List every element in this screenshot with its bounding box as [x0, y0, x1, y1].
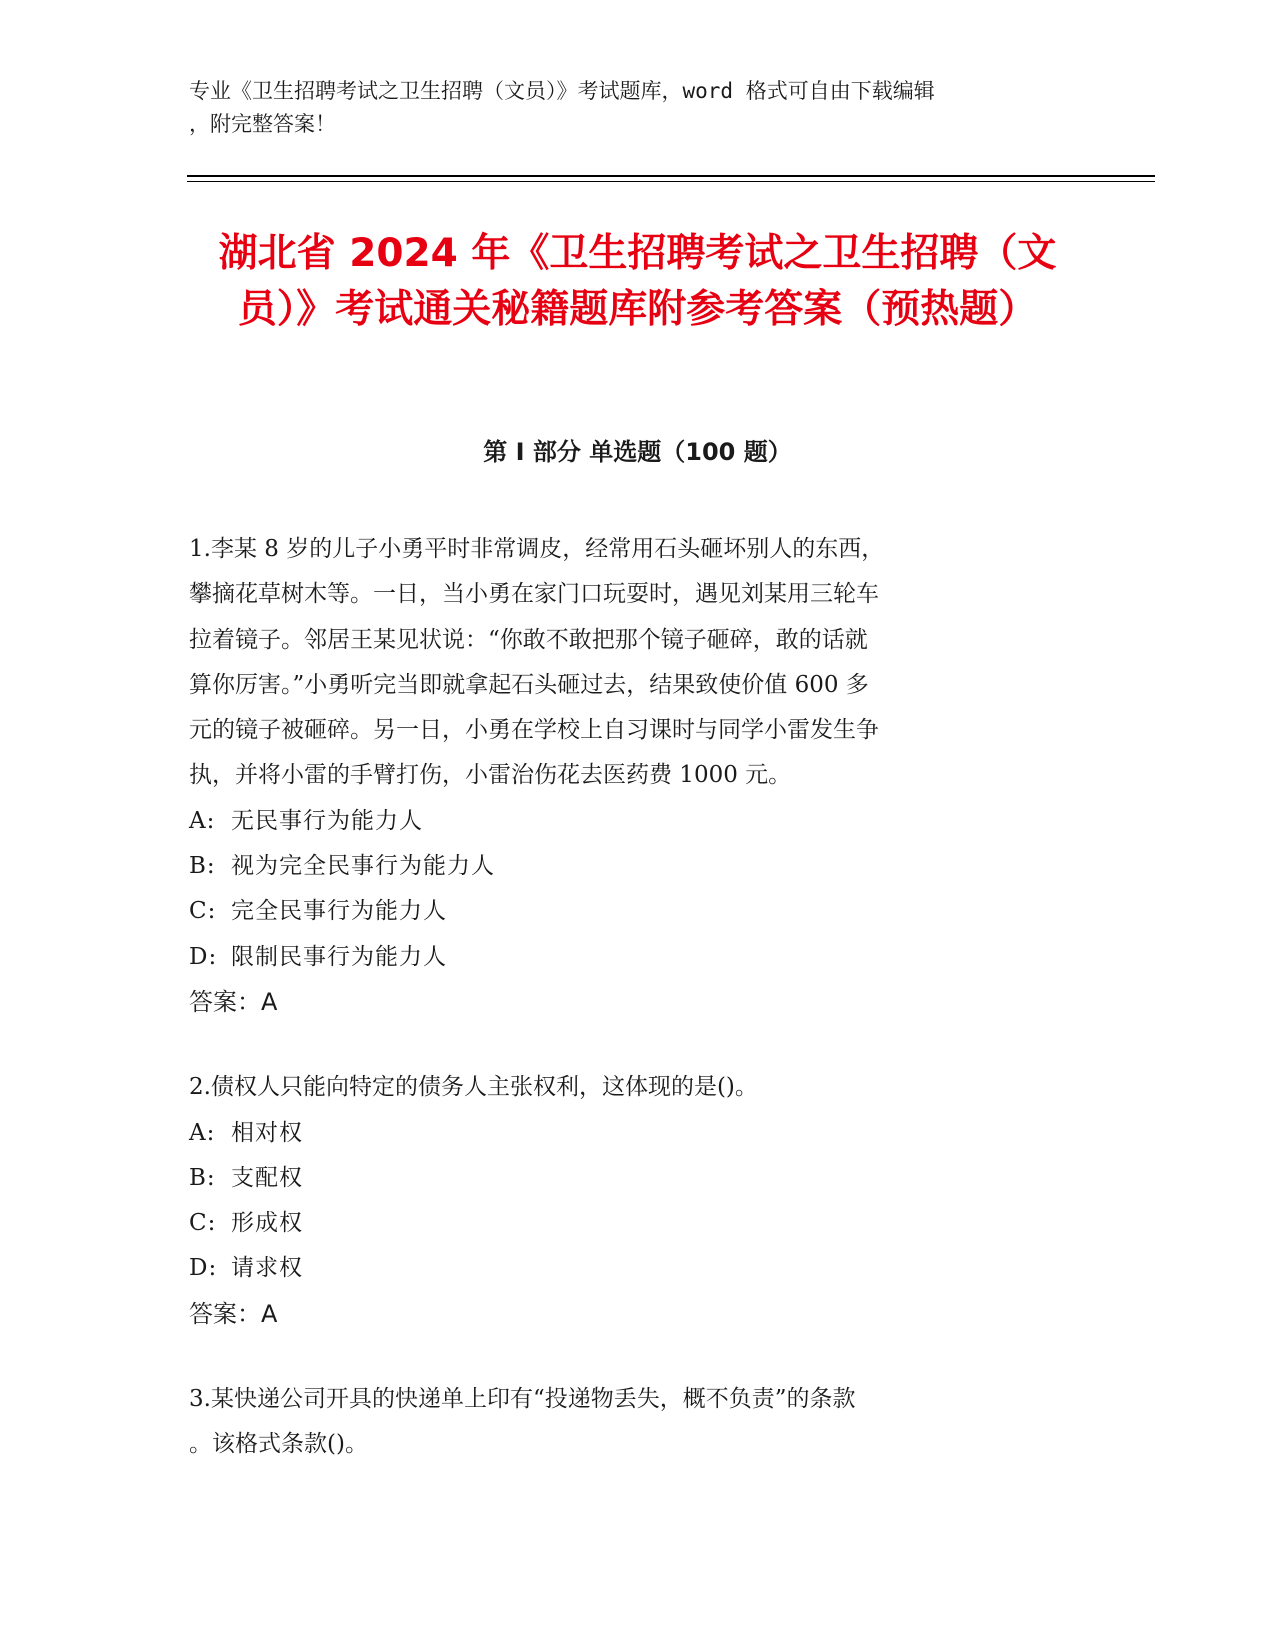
option-c [189, 1201, 1069, 1246]
answer-line: 答案：A [189, 987, 278, 1016]
option-key: B: [189, 1164, 216, 1191]
option-text: 支配权 [231, 1164, 303, 1191]
option-text: 请求权 [231, 1255, 303, 1282]
option-text: 形成权 [231, 1210, 303, 1237]
header-rule [187, 175, 1155, 177]
option-a [189, 799, 1069, 844]
option-text: 无民事行为能力人 [231, 807, 423, 834]
option-d [189, 1246, 1069, 1291]
option-key: B: [189, 853, 216, 880]
question-text: 3.某快递公司开具的快递单上印有“投递物丢失，概不负责”的条款 。该格式条款()。 [189, 1386, 856, 1458]
question-3 [189, 1377, 1069, 1468]
option-c [189, 889, 1069, 934]
question-text: 1.李某 8 岁的儿子小勇平时非常调皮，经常用石头砸坏别人的东西， 攀摘花草树木等。一日，当小勇在家门口玩耍时，遇见刘某用三轮车 拉着镜子。邻居王某见状说：“你敢不敢把那个镜子砸碎，敢的话就 算你厉害。”小勇听完当即就拿起石头砸过去，结果致使价值 600 多 元的镜子被砸碎。另一日，小勇在学校上自习课时与同学小雷发生争 执，并将小雷的手臂打伤，小雷治伤花去医药费 1000 元。 [189, 536, 885, 789]
option-d [189, 935, 1069, 980]
option-key: A: [189, 1119, 216, 1146]
question-list [189, 527, 1069, 1508]
question-2 [189, 1065, 1069, 1337]
option-text: 限制民事行为能力人 [231, 943, 447, 970]
header-note: 专业《卫生招聘考试之卫生招聘（文员）》考试题库，word 格式可自由下载编辑 ，附完整答案！ [189, 79, 935, 136]
option-key: C: [189, 898, 217, 925]
option-key: A: [189, 807, 216, 834]
option-a [189, 1111, 1069, 1156]
header-rule-thin [187, 181, 1155, 182]
answer-line: 答案：A [189, 1299, 278, 1328]
option-key: C: [189, 1210, 217, 1237]
option-b [189, 844, 1069, 889]
option-text: 视为完全民事行为能力人 [231, 853, 495, 880]
option-key: D: [189, 1255, 218, 1282]
option-key: D: [189, 943, 218, 970]
section-heading: 第 I 部分 单选题（100 题） [483, 438, 792, 466]
option-text: 相对权 [231, 1119, 303, 1146]
question-1 [189, 527, 1069, 1025]
option-b [189, 1156, 1069, 1201]
option-text: 完全民事行为能力人 [231, 898, 447, 925]
question-text: 2.债权人只能向特定的债务人主张权利，这体现的是()。 [189, 1074, 758, 1101]
document-title: 湖北省 2024 年《卫生招聘考试之卫生招聘（文员）》考试通关秘籍题库附参考答案（预热题） [218, 231, 1057, 332]
